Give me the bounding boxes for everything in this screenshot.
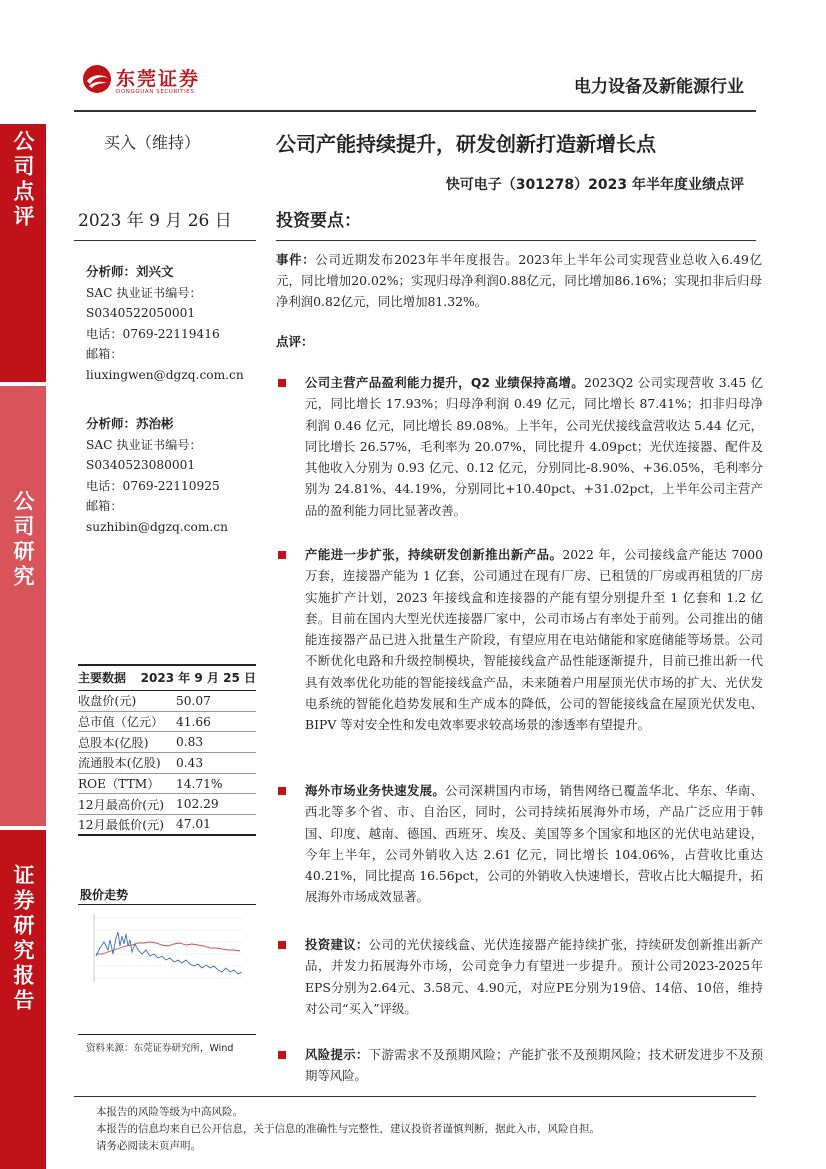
key-data-value: 41.66 (176, 714, 211, 729)
table-row (78, 691, 256, 712)
bullet-paragraph (305, 780, 763, 908)
analyst-sac-number: S0340523080001 (86, 458, 196, 473)
key-data-title: 主要数据 (78, 671, 127, 685)
key-data-label: 12月最高价(元) (78, 797, 164, 812)
sidebar-label-securities-report: 证券研究报告 (11, 864, 35, 1014)
key-data-label: ROE（TTM） (78, 777, 160, 792)
bullet-paragraph (305, 934, 763, 1019)
key-data-value: 14.71% (176, 776, 223, 791)
analyst-email-label: 邮箱： (86, 347, 123, 362)
stock-chart-source: 资料来源：东莞证券研究所，Wind (86, 1043, 234, 1054)
footer-line: 本报告的信息均来自已公开信息，关于信息的准确性与完整性，建议投资者谨慎判断，据此入市，风险自担。 (96, 1122, 600, 1135)
bullet-marker-icon (278, 941, 286, 949)
right-column-divider (276, 240, 756, 241)
logo-text-en: DONGGUAN SECURITIES (116, 89, 195, 95)
report-date: 2023 年 9 月 26 日 (78, 211, 232, 231)
bullet-lead: 公司主营产品盈利能力提升，Q2 业绩保持高增。 (305, 375, 584, 390)
key-data-label: 收盘价(元) (78, 694, 137, 709)
analyst-email[interactable]: suzhibin@dgzq.com.cn (86, 519, 228, 534)
key-data-header (78, 664, 256, 691)
comment-title: 点评： (276, 334, 314, 349)
bullet-paragraph (305, 1044, 763, 1087)
key-data-value: 50.07 (176, 693, 211, 708)
table-row (78, 753, 256, 774)
bullet-marker-icon (278, 551, 286, 559)
bullet-text: 公司的光伏接线盒、光伏连接器产能持续扩张，持续研发创新推出新产品，并发力拓展海外市场，公司竞争力有望进一步提升。预计公司2023-2025年EPS分别为2.64元、3.58元、4.90元，对应PE分别为19倍、14倍、10倍，维持对公司“买入”评级。 (305, 937, 764, 1016)
key-data-value: 0.43 (176, 755, 204, 770)
logo-mark-icon (82, 64, 112, 94)
table-row (78, 774, 256, 795)
left-column-divider (74, 240, 256, 241)
key-data-value: 0.83 (176, 735, 204, 750)
bullet-text: 2023Q2 公司实现营收 3.45 亿元，同比增长 17.93%；归母净利润 0.49 亿元，同比增长 87.41%；扣非归母净利润 0.46 亿元，同比增长 89.08%。上半年，公司光伏接线盒营收达 5.44 亿元，同比增长 26.57%，毛利率为 20.07%，同比提升 4.09pct；光伏连接器、配件及其他收入分别为 0.93 亿元、0.12 亿元，分别同比-8.90%、+36.05%，毛利率分别为 24.81%、44.19%，分别同比+10.40pct、+31.02pct，上半年公司主营产品的盈利能力同比显著改善。 (305, 375, 763, 518)
bullet-lead: 海外市场业务快速发展。 (305, 783, 446, 798)
sidebar-securities-report (0, 830, 46, 1169)
analyst-sac-label: SAC 执业证书编号： (86, 285, 202, 300)
analyst-sac-number: S0340522050001 (86, 306, 196, 321)
event-text: 公司近期发布2023年半年度报告。2023年上半年公司实现营业总收入6.49亿元，同比增加20.02%；实现归母净利润0.88亿元，同比增加86.16%；实现扣非后归母净利润0.82亿元，同比增加81.32%。 (276, 252, 763, 309)
report-subheading: 快可电子（301278）2023 年半年度业绩点评 (445, 177, 744, 193)
bullet-marker-icon (278, 787, 286, 795)
table-row (78, 712, 256, 733)
event-paragraph (276, 250, 762, 312)
bullet-text: 下游需求不及预期风险；产能扩张不及预期风险；技术研发进步不及预期等风险。 (305, 1047, 764, 1084)
header-divider (74, 110, 756, 112)
key-data-date: 2023 年 9 月 25 日 (140, 671, 256, 685)
rating: 买入（维持） (104, 133, 201, 152)
logo-text-cn: 东莞证券 (116, 68, 201, 90)
bullet-paragraph (305, 372, 763, 521)
table-row (78, 794, 256, 815)
bullet-text: 2022 年，公司接线盒产能达 7000 万套，连接器产能为 1 亿套，公司通过在现有厂房、已租赁的厂房或再租赁的厂房实施扩产计划，2023 年接线盒和连接器的产能有望分别提升至 1 亿套和 1.2 亿套。目前在国内大型光伏连接器厂家中，公司市场占有率处于前列。公司推出的储能连接器产品已进入批量生产阶段，有望应用在电站储能和家庭储能等场景。公司不断优化电路和升级控制模块，智能接线盒产品性能逐渐提升，目前已推出新一代具有效率优化功能的智能接线盒产品，未来随着户用屋顶光伏市场的扩大、光伏发电系统的智能化趋势发展和生产成本的降低，公司的智能接线盒在屋顶光伏发电、BIPV 等对安全性和发电效率要求较高场景的渗透率有望提升。 (305, 547, 764, 733)
footer-line: 请务必阅读末页声明。 (96, 1139, 201, 1152)
bullet-text: 公司深耕国内市场，销售网络已覆盖华北、华东、华南、西北等多个省、市、自治区，同时，公司持续拓展海外市场，产品广泛应用于韩国、印度、越南、德国、西班牙、埃及、美国等多个国家和地区的光伏电站建设，今年上半年，公司外销收入达 2.61 亿元，同比增长 104.06%，占营收比重达 40.21%，同比提高 16.56pct，公司的外销收入快速增长，营收占比大幅提升，拓展海外市场成效显著。 (305, 783, 764, 905)
sidebar-company-review (0, 124, 46, 382)
stock-chart-title: 股价走势 (80, 888, 129, 902)
report-headline: 公司产能持续提升，研发创新打造新增长点 (276, 132, 656, 156)
footer-disclaimer (96, 1104, 600, 1154)
analyst-email-label: 邮箱： (86, 499, 123, 514)
stock-chart-source-divider (78, 1034, 256, 1035)
key-data-table (78, 664, 256, 836)
key-data-label: 总市值（亿元） (78, 715, 164, 730)
bullet-marker-icon (278, 379, 286, 387)
key-data-value: 102.29 (176, 797, 219, 812)
sidebar-label-company-research: 公司研究 (11, 490, 35, 590)
key-data-value: 47.01 (176, 817, 211, 832)
footer-line: 本报告的风险等级为中高风险。 (96, 1106, 243, 1118)
bullet-marker-icon (278, 1051, 286, 1059)
event-lead: 事件： (276, 252, 316, 267)
keypoints-title: 投资要点： (276, 211, 361, 231)
footer-divider (74, 1096, 756, 1097)
report-sidebar (0, 0, 46, 1169)
analyst-email[interactable]: liuxingwen@dgzq.com.cn (86, 367, 244, 382)
key-data-label: 流通股本(亿股) (78, 756, 161, 771)
analyst-card (86, 262, 244, 386)
key-data-label: 总股本(亿股) (78, 735, 149, 750)
sidebar-label-company-review: 公司点评 (11, 130, 35, 230)
analyst-sac-label: SAC 执业证书编号： (86, 437, 202, 452)
analyst-name: 分析师：苏治彬 (86, 416, 174, 431)
table-row (78, 815, 256, 836)
bullet-paragraph (305, 544, 763, 736)
stock-chart-divider (78, 904, 256, 905)
analyst-card (86, 414, 228, 538)
bullet-lead: 风险提示： (305, 1047, 369, 1062)
table-row (78, 732, 256, 753)
bullet-lead: 产能进一步扩张，持续研发创新推出新产品。 (305, 547, 563, 562)
analyst-phone: 电话：0769-22119416 (86, 326, 220, 341)
stock-price-chart (80, 910, 250, 1018)
key-data-label: 12月最低价(元) (78, 817, 164, 832)
industry-title: 电力设备及新能源行业 (574, 77, 744, 97)
analyst-phone: 电话：0769-22110925 (86, 478, 220, 493)
sidebar-company-research (0, 386, 46, 826)
company-logo (82, 62, 212, 100)
analyst-name: 分析师：刘兴文 (86, 264, 174, 279)
bullet-lead: 投资建议： (305, 937, 369, 952)
